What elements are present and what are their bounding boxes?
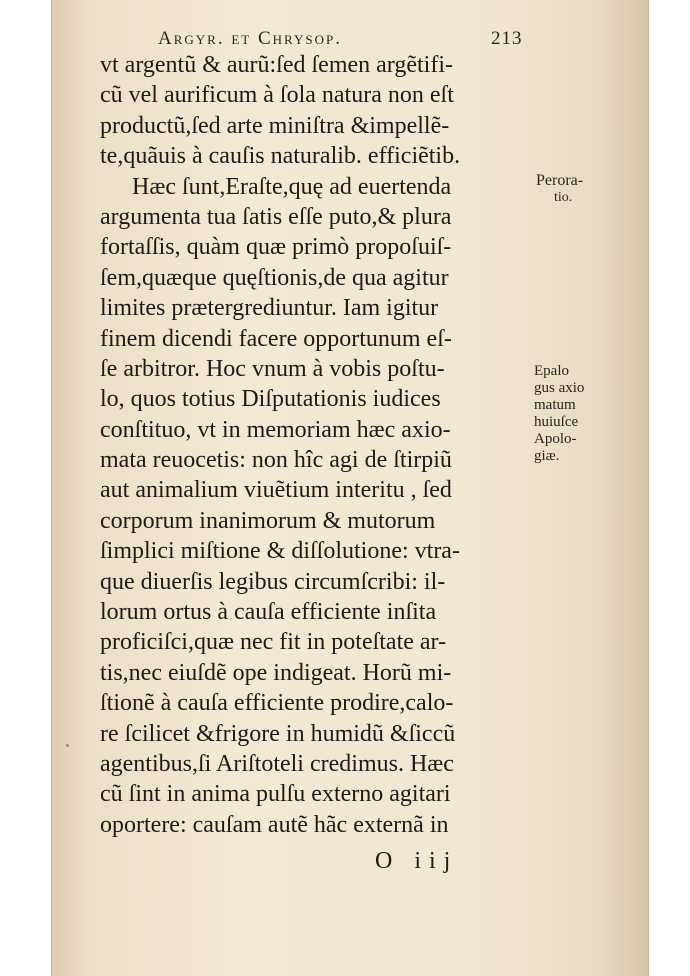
marginal-note-line: huiuſce	[534, 414, 579, 430]
text-line: fortaſſis, quàm quæ primò propoſuiſ-	[100, 234, 452, 261]
marginal-note-line: matum	[534, 397, 576, 413]
text-line: Hæc ſunt,Eraſte,quę ad euertenda	[132, 173, 452, 200]
text-line: ſtionẽ à cauſa efficiente prodire,calo-	[100, 690, 454, 717]
text-line: productũ,ſed arte miniſtra &impellẽ-	[100, 112, 450, 139]
page-number: 213	[491, 28, 523, 49]
marginal-note-line: gus axio	[534, 380, 585, 396]
text-line: finem dicendi facere opportunum eſ-	[100, 325, 452, 352]
text-line: lorum ortus à cauſa efficiente inſita	[100, 599, 437, 626]
text-line: conſtituo, vt in memoriam hæc axio-	[100, 416, 451, 443]
paper-speck	[66, 744, 69, 747]
text-line: vt argentũ & aurũ:ſed ſemen argẽtifi-	[100, 52, 453, 78]
text-line: agentibus,ſi Ariſtoteli credimus. Hæc	[100, 750, 454, 777]
marginal-note-line: giæ.	[534, 448, 560, 464]
text-line: mata reuocetis: non hîc agi de ſtirpiũ	[100, 447, 452, 474]
text-line: re ſcilicet &frigore in humidũ &ſiccũ	[100, 720, 456, 747]
text-line: lo, quos totius Diſputationis iudices	[100, 386, 441, 413]
text-line: limites prætergrediuntur. Iam igitur	[100, 295, 439, 322]
text-line: ſimplici miſtione & diſſolutione: vtra-	[100, 538, 460, 565]
text-line: cũ ſint in anima pulſu externo agitari	[100, 781, 451, 808]
text-line: corporum inanimorum & mutorum	[100, 507, 436, 534]
running-head: Argyr. et Chrysop.	[158, 28, 342, 49]
text-line: ſe arbitror. Hoc vnum à vobis poſtu-	[100, 355, 445, 382]
body-text	[100, 50, 540, 840]
text-line: argumenta tua ſatis eſſe puto,& plura	[100, 203, 452, 230]
marginal-note-epalogus	[534, 363, 584, 465]
signature-mark: O iij	[375, 848, 459, 874]
text-line: que diuerſis legibus circumſcribi: il-	[100, 568, 446, 595]
marginal-note-line: tio.	[554, 190, 573, 205]
page-header	[108, 24, 528, 52]
text-line: te,quãuis à cauſis naturalib. efficiẽtib.	[100, 143, 461, 170]
text-line: oportere: cauſam autẽ hãc externã in	[100, 811, 449, 838]
marginal-note-line: Epalo	[534, 363, 569, 379]
marginal-note-peroratio	[536, 172, 583, 206]
text-line: proficiſci,quæ nec fit in poteſtate ar-	[100, 629, 447, 656]
text-line: aut animalium viuẽtium interitu , ſed	[100, 477, 452, 504]
marginal-note-line: Apolo-	[534, 431, 577, 447]
text-line: cũ vel aurificum à ſola natura non eſt	[100, 82, 454, 109]
text-line: ſem,quæque quęſtionis,de qua agitur	[100, 264, 449, 291]
text-line: tis,nec eiuſdẽ ope indigeat. Horũ mi-	[100, 659, 452, 686]
marginal-note-line: Perora-	[536, 172, 584, 189]
